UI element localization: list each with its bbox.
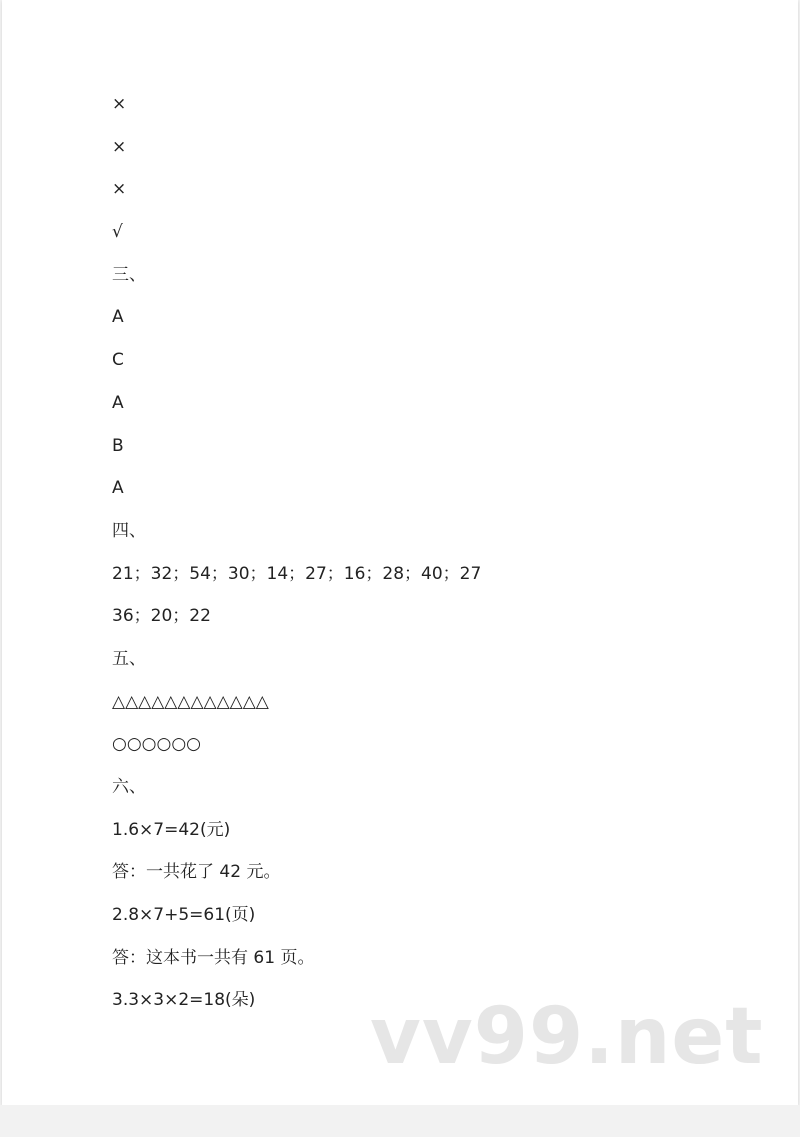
document-page (2, 0, 798, 1105)
word-problem-3-equation: 3.3×3×2=18(朵) (112, 990, 256, 1010)
word-problem-1-equation: 1.6×7=42(元) (112, 820, 231, 840)
page-gap (0, 1105, 800, 1137)
answer-mark-4: √ (112, 222, 123, 242)
choice-answer-4: B (112, 436, 124, 456)
section-heading-3: 三、 (112, 265, 146, 285)
number-answers-row-2: 36；20；22 (112, 606, 211, 626)
watermark: vv99.net (370, 992, 764, 1082)
answer-mark-3: × (112, 179, 127, 199)
choice-answer-1: A (112, 307, 124, 327)
choice-answer-5: A (112, 478, 124, 498)
circle-row: ○○○○○○ (112, 734, 202, 754)
answer-mark-2: × (112, 137, 127, 157)
word-problem-2-answer: 答：这本书一共有 61 页。 (112, 948, 315, 968)
section-heading-6: 六、 (112, 777, 146, 797)
choice-answer-2: C (112, 350, 124, 370)
number-answers-row-1: 21；32；54；30；14；27；16；28；40；27 (112, 564, 482, 584)
section-heading-4: 四、 (112, 521, 146, 541)
word-problem-1-answer: 答：一共花了 42 元。 (112, 862, 281, 882)
answer-mark-1: × (112, 94, 127, 114)
section-heading-5: 五、 (112, 649, 146, 669)
choice-answer-3: A (112, 393, 124, 413)
word-problem-2-equation: 2.8×7+5=61(页) (112, 905, 256, 925)
triangle-row: △△△△△△△△△△△△ (112, 692, 269, 712)
